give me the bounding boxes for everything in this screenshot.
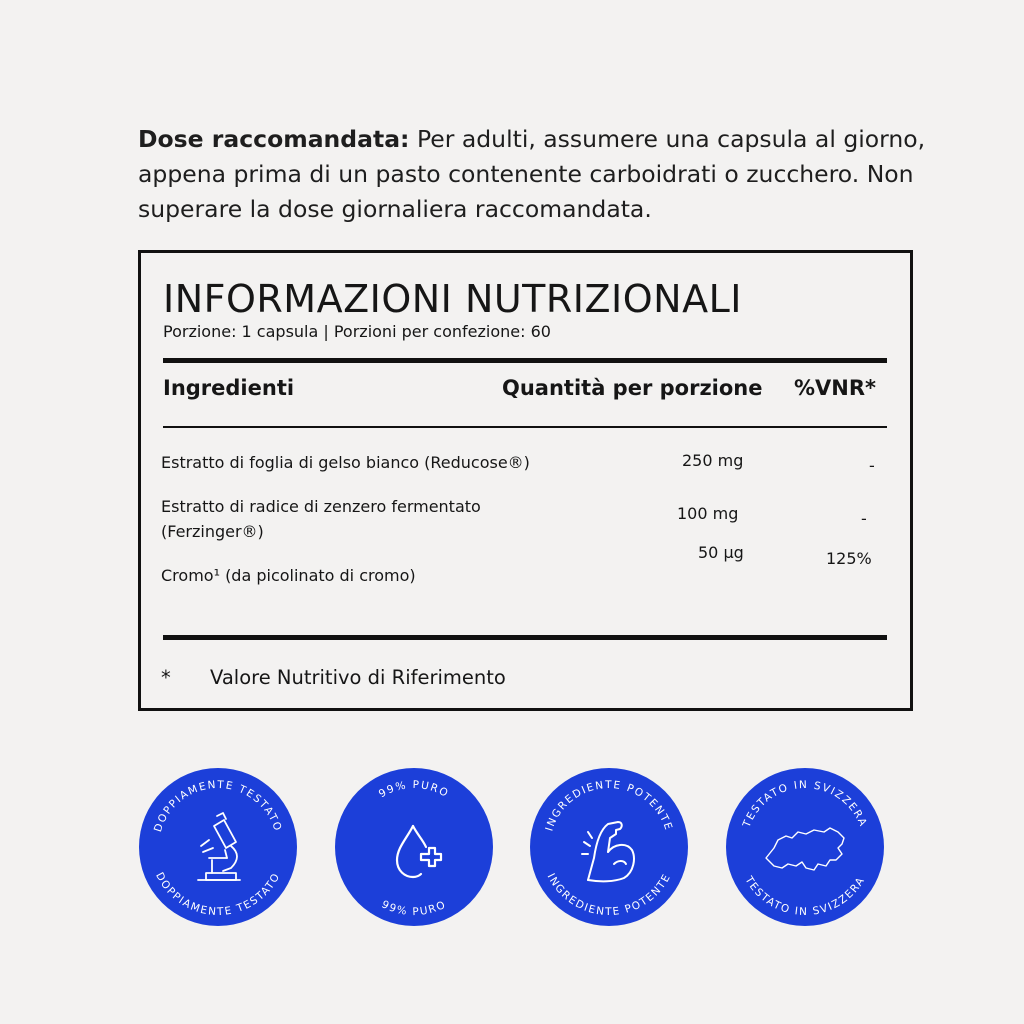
dose-instructions	[138, 122, 938, 227]
panel-title: INFORMAZIONI NUTRIZIONALI	[163, 277, 742, 321]
ingredient-nrv: -	[861, 509, 867, 528]
divider-header	[163, 426, 887, 428]
dose-label: Dose raccomandata:	[138, 125, 410, 153]
svg-text:TESTATO IN SVIZZERA	[740, 779, 869, 830]
badge-top-text: TESTATO IN SVIZZERA	[740, 778, 870, 830]
ingredient-amount: 100 mg	[677, 504, 739, 523]
badge-99-pure	[335, 768, 493, 926]
ingredient-amount: 50 µg	[698, 543, 744, 562]
badge-top-text: INGREDIENTE POTENTE	[543, 778, 675, 833]
pure-drop-icon	[397, 826, 441, 877]
ingredient-name: Estratto di radice di zenzero fermentato	[161, 497, 481, 516]
svg-text:99% PURO	[377, 779, 451, 800]
svg-text:DOPPIAMENTE TESTATO	[152, 779, 284, 834]
switzerland-map-icon	[766, 828, 844, 870]
header-ingredients: Ingredienti	[163, 376, 295, 400]
ingredient-name: Estratto di foglia di gelso bianco (Reducose®)	[161, 453, 530, 472]
dose-text: Per adulti, assumere una capsula al giorno, appena prima di un pasto contenente carboidrati o zucchero. Non superare la dose giornaliera raccomandata.	[138, 125, 926, 223]
muscle-arm-icon	[582, 822, 634, 881]
svg-text:INGREDIENTE POTENTE	[545, 871, 674, 918]
serving-info: Porzione: 1 capsula | Porzioni per confezione: 60	[163, 322, 551, 341]
badge-top-text: 99% PURO	[376, 778, 452, 801]
footnote-marker: *	[161, 666, 171, 689]
svg-text:DOPPIAMENTE TESTATO	[153, 871, 283, 919]
badge-top-text: DOPPIAMENTE TESTATO	[152, 778, 284, 834]
header-amount: Quantità per porzione	[502, 376, 763, 400]
svg-text:TESTATO IN SVIZZERA	[742, 874, 868, 918]
divider-top	[163, 358, 887, 363]
badge-tested-in-switzerland	[726, 768, 884, 926]
badge-bottom-text: INGREDIENTE POTENTE	[544, 871, 674, 919]
header-nrv: %VNR*	[794, 376, 877, 400]
nutrition-facts-panel	[138, 250, 913, 711]
ingredient-amount: 250 mg	[682, 451, 744, 470]
badge-potent-ingredient	[530, 768, 688, 926]
footnote-text: Valore Nutritivo di Riferimento	[210, 666, 506, 689]
svg-text:99% PURO	[380, 898, 449, 918]
badge-bottom-text: TESTATO IN SVIZZERA	[742, 874, 868, 919]
ingredient-nrv: 125%	[826, 549, 872, 568]
badge-double-tested	[139, 768, 297, 926]
badge-bottom-text: DOPPIAMENTE TESTATO	[153, 870, 283, 919]
badge-bottom-text: 99% PURO	[379, 898, 449, 919]
microscope-icon	[198, 813, 240, 880]
divider-bottom	[163, 635, 887, 640]
ingredient-name: Cromo¹ (da picolinato di cromo)	[161, 566, 416, 585]
ingredient-nrv: -	[869, 456, 875, 475]
ingredient-name-continued: (Ferzinger®)	[161, 522, 264, 541]
